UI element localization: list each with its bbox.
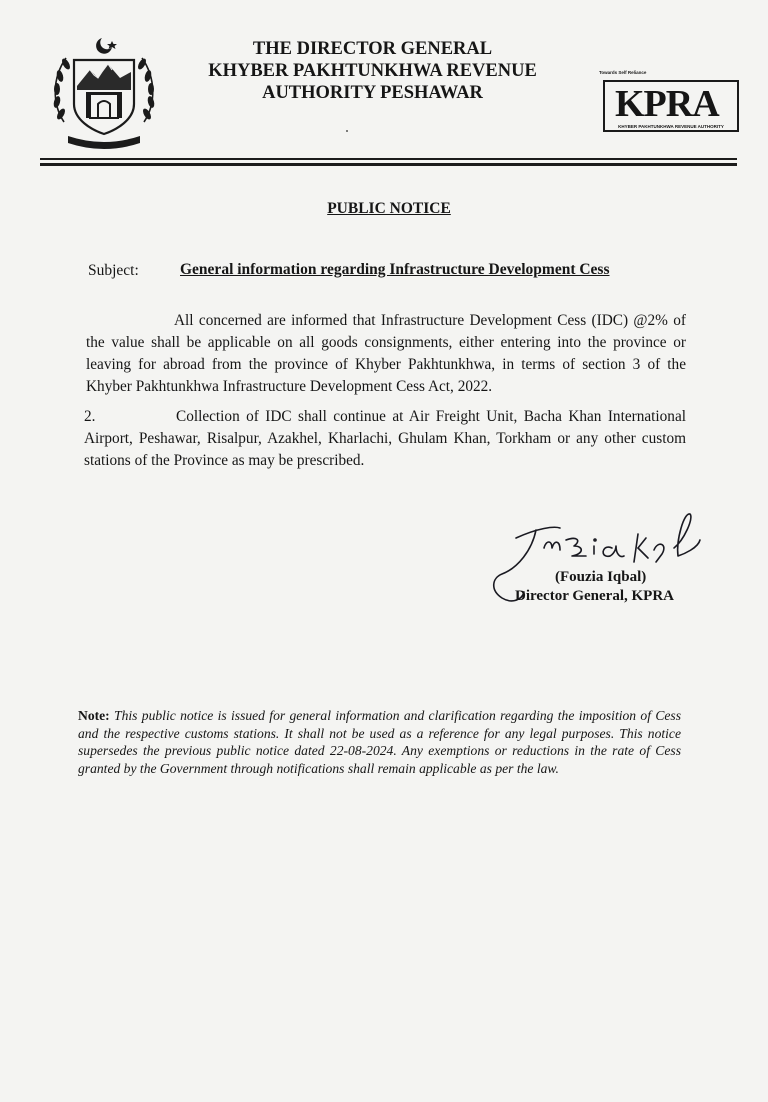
note-block <box>78 707 681 777</box>
kpra-tagline: Towards Self Reliance <box>599 70 647 75</box>
letterhead-heading <box>175 38 570 104</box>
paragraph-1-text: All concerned are informed that Infrastructure Development Cess (IDC) @2% of the value shall be applicable on all goods consignments, either entering into the province or leaving for abroad from the province of Khyber Pakhtunkhwa, in terms of section 3 of the Khyber Pakhtunkhwa Infrastructure Development Cess Act, 2022. <box>86 312 686 395</box>
subject-label: Subject: <box>88 262 139 279</box>
signatory-title: Director General, KPRA <box>515 588 674 604</box>
paragraph-2 <box>84 406 686 472</box>
paragraph-2-number: 2. <box>84 408 96 425</box>
kpra-logo-subtext: KHYBER PAKHTUNKHWA REVENUE AUTHORITY <box>618 124 724 129</box>
signatory-name: (Fouzia Iqbal) <box>555 569 647 585</box>
header-rule-bottom <box>40 163 737 166</box>
note-label: Note: <box>78 708 110 723</box>
note-text: This public notice is issued for general information and clarification regarding the imposition of Cess and the respective customs stations. It shall not be used as a reference for any legal purposes. This notice supersedes the previous public notice dated 22-08-2024. Any exemptions or reductions in the rate of Cess granted by the Government through notifications shall remain applicable as per the law. <box>78 708 681 776</box>
heading-line-3: AUTHORITY PESHAWAR <box>262 83 483 103</box>
notice-title: PUBLIC NOTICE <box>327 200 451 217</box>
paragraph-1 <box>86 310 686 398</box>
header-rule-top <box>40 158 737 160</box>
kpra-logo <box>595 70 737 130</box>
kp-emblem-logo <box>46 34 162 152</box>
heading-line-2: KHYBER PAKHTUNKHWA REVENUE <box>208 61 537 81</box>
kpra-logo-frame <box>603 80 739 132</box>
subject-text: General information regarding Infrastructure Development Cess <box>180 261 610 278</box>
heading-line-1: THE DIRECTOR GENERAL <box>252 39 493 59</box>
paragraph-2-text: Collection of IDC shall continue at Air Freight Unit, Bacha Khan International Airport, Peshawar, Risalpur, Azakhel, Kharlachi, Ghulam Khan, Torkham or any other custom stations of the Province as may be prescribed. <box>84 408 686 469</box>
kpra-logo-text: KPRA <box>615 83 719 125</box>
stray-mark <box>346 130 348 132</box>
